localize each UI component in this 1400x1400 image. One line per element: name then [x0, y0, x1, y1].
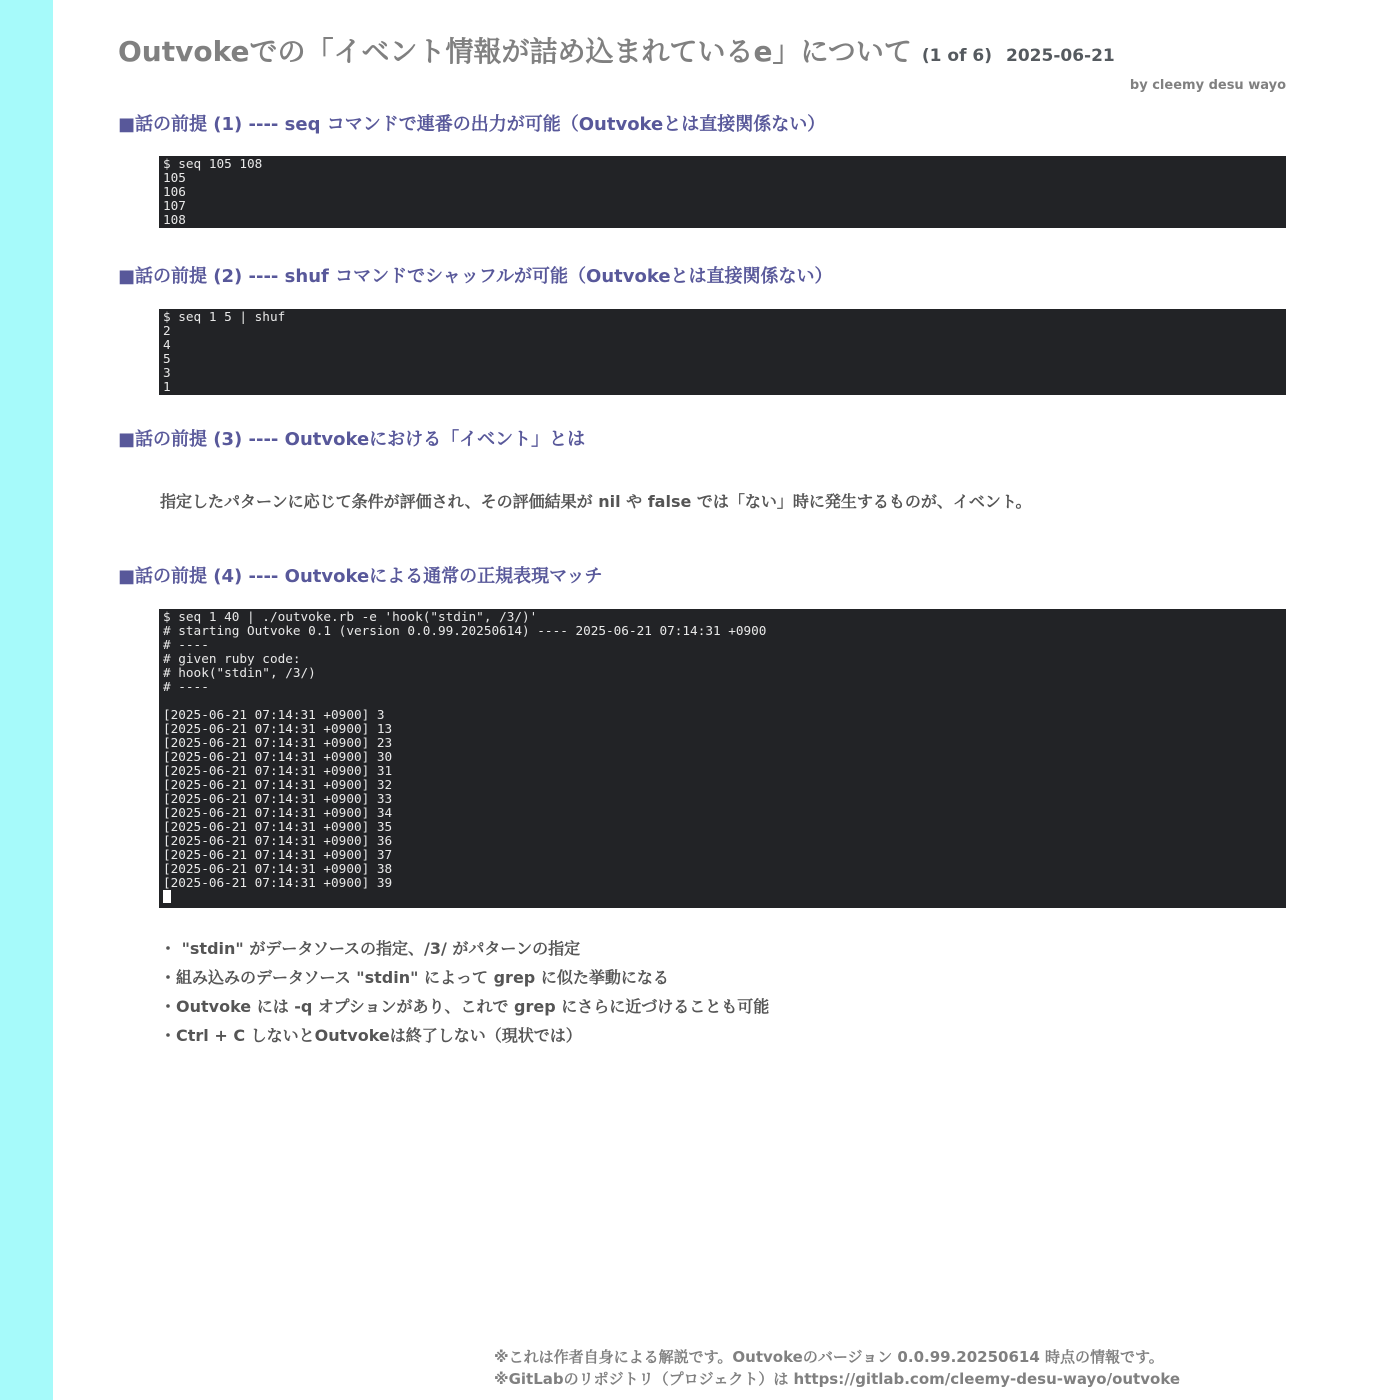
terminal-line: 5 [163, 351, 171, 366]
terminal-line: # hook("stdin", /3/) [163, 665, 316, 680]
terminal-line [163, 694, 1282, 708]
section-heading-1: ■話の前提 (1) ---- seq コマンドで連番の出力が可能（Outvokeとは直接関係ない） [118, 114, 826, 135]
terminal-line: 2 [163, 323, 171, 338]
author-credit: by cleemy desu wayo [1129, 78, 1286, 93]
page-title: Outvokeでの「イベント情報が詰め込まれているe」について [118, 35, 912, 68]
event-description: 指定したパターンに応じて条件が評価され、その評価結果が nil や false では「ない」時に発生するものが、イベント。 [160, 492, 1032, 511]
terminal-line: [2025-06-21 07:14:31 +0900] 39 [163, 875, 393, 890]
bullet-item: ・ "stdin" がデータソースの指定、/3/ がパターンの指定 [160, 939, 581, 958]
terminal-line: $ seq 105 108 [163, 156, 263, 171]
terminal-line: # ---- [163, 679, 209, 694]
terminal-line: [2025-06-21 07:14:31 +0900] 23 [163, 735, 393, 750]
terminal-line: $ seq 1 5 | shuf [163, 309, 286, 324]
bullet-list [160, 938, 769, 1054]
terminal-block-2 [159, 309, 1286, 395]
footer-note-version: ※これは作者自身による解説です。Outvokeのバージョン 0.0.99.20250614 時点の情報です。 [494, 1348, 1164, 1366]
bullet-item: ・Outvoke には -q オプションがあり、これで grep にさらに近づけることも可能 [160, 997, 770, 1016]
section-heading-4: ■話の前提 (4) ---- Outvokeによる通常の正規表現マッチ [118, 566, 603, 587]
page-date: 2025-06-21 [1006, 46, 1115, 66]
terminal-line: [2025-06-21 07:14:31 +0900] 3 [163, 707, 385, 722]
terminal-line: [2025-06-21 07:14:31 +0900] 37 [163, 847, 393, 862]
footer-note-repository: ※GitLabのリポジトリ（プロジェクト）は https://gitlab.com/cleemy-desu-wayo/outvoke [494, 1370, 1181, 1388]
terminal-line: 1 [163, 379, 171, 394]
terminal-block-3 [159, 609, 1286, 908]
terminal-line: # given ruby code: [163, 651, 301, 666]
terminal-line: [2025-06-21 07:14:31 +0900] 34 [163, 805, 393, 820]
terminal-cursor [163, 890, 171, 903]
terminal-block-1 [159, 156, 1286, 228]
page-indicator: (1 of 6) [921, 46, 993, 66]
terminal-line: [2025-06-21 07:14:31 +0900] 32 [163, 777, 393, 792]
terminal-line: [2025-06-21 07:14:31 +0900] 30 [163, 749, 393, 764]
bullet-item: ・組み込みのデータソース "stdin" によって grep に似た挙動になる [160, 968, 669, 987]
terminal-line: 4 [163, 337, 171, 352]
bullet-item: ・Ctrl + C しないとOutvokeは終了しない（現状では） [160, 1026, 582, 1045]
side-stripe [0, 0, 53, 1400]
section-heading-3: ■話の前提 (3) ---- Outvokeにおける「イベント」とは [118, 429, 586, 450]
terminal-line: # ---- [163, 637, 209, 652]
terminal-line: 3 [163, 365, 171, 380]
section-heading-2: ■話の前提 (2) ---- shuf コマンドでシャッフルが可能（Outvokeとは直接関係ない） [118, 266, 833, 287]
terminal-line: 107 [163, 198, 186, 213]
terminal-line: 106 [163, 184, 186, 199]
terminal-line: $ seq 1 40 | ./outvoke.rb -e 'hook("stdin", /3/)' [163, 609, 538, 624]
terminal-line: [2025-06-21 07:14:31 +0900] 36 [163, 833, 393, 848]
page-header [118, 30, 1115, 70]
terminal-line: 108 [163, 212, 186, 227]
terminal-line: [2025-06-21 07:14:31 +0900] 35 [163, 819, 393, 834]
terminal-line: [2025-06-21 07:14:31 +0900] 13 [163, 721, 393, 736]
terminal-line: [2025-06-21 07:14:31 +0900] 38 [163, 861, 393, 876]
terminal-line: [2025-06-21 07:14:31 +0900] 33 [163, 791, 393, 806]
terminal-line: 105 [163, 170, 186, 185]
terminal-line: # starting Outvoke 0.1 (version 0.0.99.20250614) ---- 2025-06-21 07:14:31 +0900 [163, 623, 767, 638]
terminal-cursor-line [163, 890, 1282, 904]
terminal-line: [2025-06-21 07:14:31 +0900] 31 [163, 763, 393, 778]
